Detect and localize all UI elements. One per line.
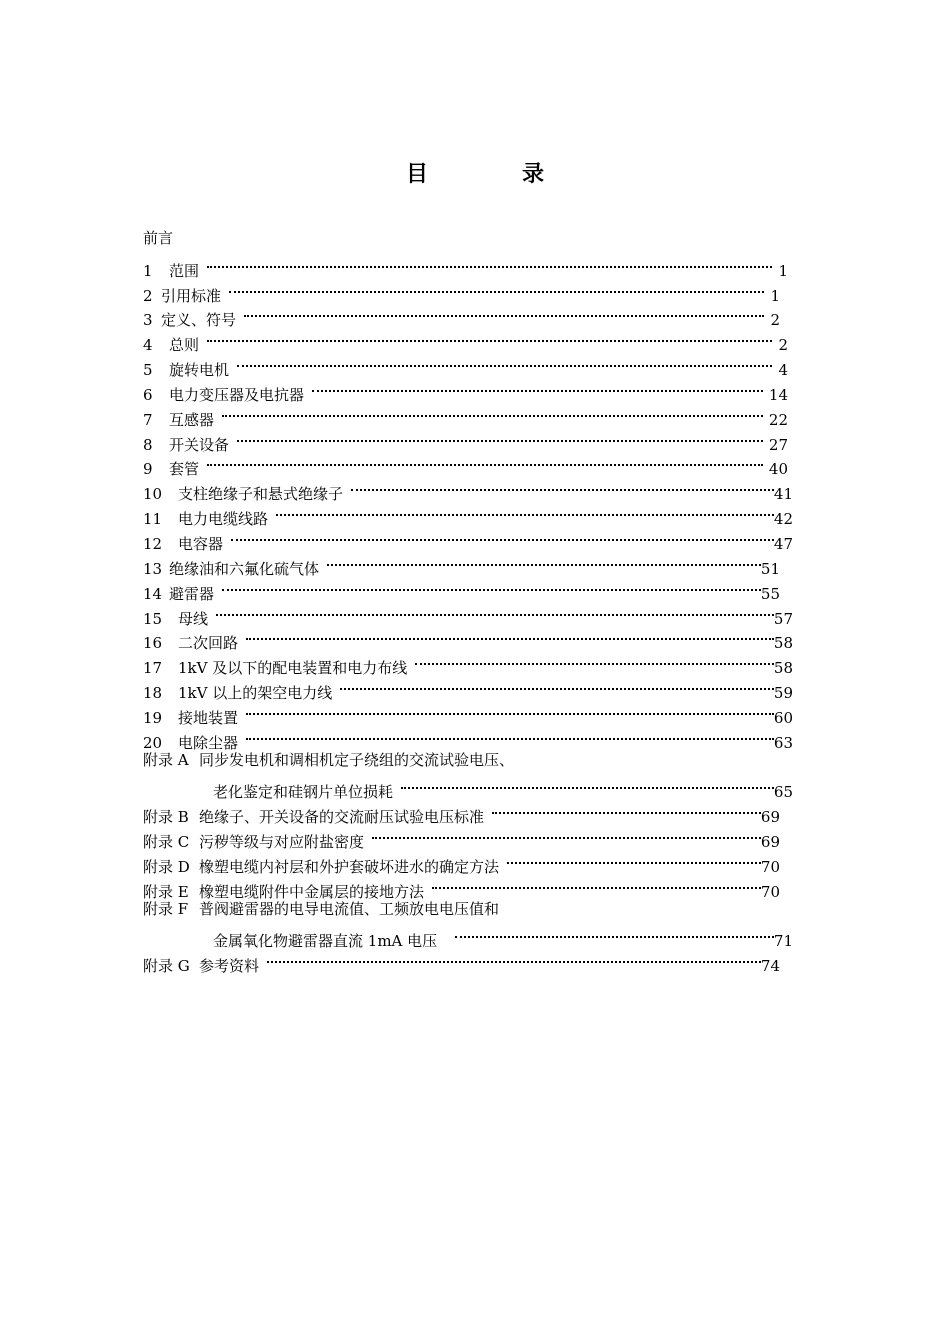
toc-number: 附录 A [143,750,189,769]
dot-leader [415,648,774,673]
toc-entry-foreword[interactable] [143,226,793,251]
toc-number: 18 [143,684,163,703]
dot-leader [216,599,774,624]
dot-leader [246,723,774,748]
toc-label: 定义、符号 [161,311,237,330]
toc-entry[interactable] [143,350,793,380]
toc-entry-continuation[interactable] [143,773,793,802]
dot-leader [312,375,763,400]
toc-page: 63 [773,733,793,752]
toc-label: 套管 [169,460,200,479]
toc-page: 51 [760,559,780,578]
toc-page: 70 [760,857,780,876]
toc-page: 2 [770,311,780,330]
toc-page: 60 [773,708,793,727]
toc-page: 57 [773,609,793,628]
dot-leader [327,549,761,574]
toc-entry[interactable] [143,251,793,280]
dot-leader [455,922,774,947]
toc-label: 橡塑电缆内衬层和外护套破坏进水的确定方法 [199,857,500,876]
toc-page: 65 [773,783,793,802]
dot-leader [207,450,763,475]
toc-page: 27 [768,435,788,454]
toc-page: 70 [760,882,780,901]
toc-label: 接地装置 [178,708,239,727]
toc-page: 69 [760,808,780,827]
toc-number: 附录 F [143,899,189,918]
toc-page: 71 [773,932,793,951]
toc-number: 附录 B [143,808,189,827]
dot-leader [492,797,761,822]
toc-page: 1 [778,261,788,280]
toc-entry-appendix-f[interactable] [143,897,793,922]
dot-leader [401,773,774,798]
toc-number: 17 [143,659,163,678]
toc-entry[interactable] [143,574,793,603]
toc-entry[interactable] [143,723,793,752]
toc-number: 附录 D [143,857,190,876]
toc-label: 开关设备 [169,435,230,454]
dot-leader [276,499,774,524]
toc-page: 41 [773,485,793,504]
toc-page: 22 [768,410,788,429]
toc-number: 8 [143,435,153,454]
toc-label: 绝缘子、开关设备的交流耐压试验电压标准 [199,808,485,827]
toc-label: 电除尘器 [178,733,239,752]
dot-leader [222,574,761,599]
toc-entry-appendix-a[interactable] [143,748,793,773]
toc-entry[interactable] [143,450,793,479]
toc-page: 40 [768,460,788,479]
toc-entry[interactable] [143,425,793,454]
toc-number: 1 [143,261,153,280]
toc-number: 13 [143,559,163,578]
toc-number: 4 [143,336,153,355]
toc-entry[interactable] [143,375,793,404]
toc-label: 总则 [169,336,200,355]
toc-entry[interactable] [143,400,793,429]
toc-number: 附录 G [143,957,190,976]
toc-number: 2 [143,286,153,305]
toc-number: 6 [143,385,153,404]
dot-leader [507,847,761,872]
toc-entry[interactable] [143,276,793,305]
toc-entry[interactable] [143,599,793,628]
toc-label: 绝缘油和六氟化硫气体 [169,559,320,578]
toc-label: 橡塑电缆附件中金属层的接地方法 [199,882,425,901]
toc-entry[interactable] [143,325,793,355]
dot-leader [246,624,774,649]
toc-label: 金属氧化物避雷器直流 1mA 电压 [213,932,438,951]
toc-number: 15 [143,609,163,628]
toc-page: 58 [773,634,793,653]
toc-number: 20 [143,733,163,752]
toc-number: 5 [143,361,153,380]
toc-page: 69 [760,833,780,852]
toc-page: 47 [773,534,793,553]
toc-number: 10 [143,485,163,504]
toc-label: 1kV 以上的架空电力线 [178,684,333,703]
dot-leader [432,872,761,897]
dot-leader [372,822,761,847]
toc-label: 旋转电机 [169,361,230,380]
toc-number: 附录 C [143,833,190,852]
dot-leader [207,251,772,276]
toc-page: 55 [760,584,780,603]
dot-leader [267,946,761,971]
toc-label: 引用标准 [161,286,222,305]
dot-leader [207,325,772,350]
toc-label: 母线 [178,609,209,628]
toc-entry[interactable] [143,624,793,653]
toc-number: 16 [143,634,163,653]
toc-label: 电力变压器及电抗器 [169,385,305,404]
toc-label: 普阀避雷器的电导电流值、工频放电电压值和 [199,899,500,918]
dot-leader [231,524,774,549]
toc-label: 污秽等级与对应附盐密度 [199,833,365,852]
toc-entry[interactable] [143,524,793,553]
toc-label: 同步发电机和调相机定子绕组的交流试验电压、 [199,750,515,769]
toc-page: 1 [770,286,780,305]
toc-number: 11 [143,510,163,529]
toc-entry[interactable] [143,549,793,578]
toc-label: 老化鉴定和硅钢片单位损耗 [213,783,394,802]
toc-label: 电容器 [178,534,224,553]
toc-entry[interactable] [143,474,793,504]
toc-number: 19 [143,708,163,727]
dot-leader [340,673,774,698]
toc-number: 12 [143,534,163,553]
toc-label: 避雷器 [169,584,215,603]
toc-number: 附录 E [143,882,189,901]
toc-label: 1kV 及以下的配电装置和电力布线 [178,659,408,678]
dot-leader [244,301,764,326]
toc-page: 59 [773,684,793,703]
toc-entry-continuation[interactable] [143,922,793,951]
dot-leader [237,425,763,450]
toc-label: 支柱绝缘子和悬式绝缘子 [178,485,344,504]
toc-page: 2 [778,336,788,355]
toc-label: 电力电缆线路 [178,510,269,529]
toc-page: 14 [768,385,788,404]
dot-leader [237,350,772,375]
dot-leader [351,474,774,499]
toc-page: 74 [760,957,780,976]
toc-entry[interactable] [143,301,793,330]
toc-page: 42 [773,510,793,529]
toc-label: 参考资料 [199,957,260,976]
toc-page: 4 [778,361,788,380]
toc-number: 7 [143,410,153,429]
toc-label: 互感器 [169,410,215,429]
dot-leader [229,276,764,301]
toc-label: 范围 [169,261,200,280]
toc-number: 9 [143,460,153,479]
toc-label: 前言 [143,229,174,247]
page-title: 目 录 [405,162,580,187]
toc-page: 58 [773,659,793,678]
toc-number: 14 [143,584,163,603]
toc-number: 3 [143,311,153,330]
toc-entry[interactable] [143,648,793,678]
table-of-contents [143,226,793,976]
dot-leader [222,400,763,425]
toc-label: 二次回路 [178,634,239,653]
dot-leader [246,698,774,723]
